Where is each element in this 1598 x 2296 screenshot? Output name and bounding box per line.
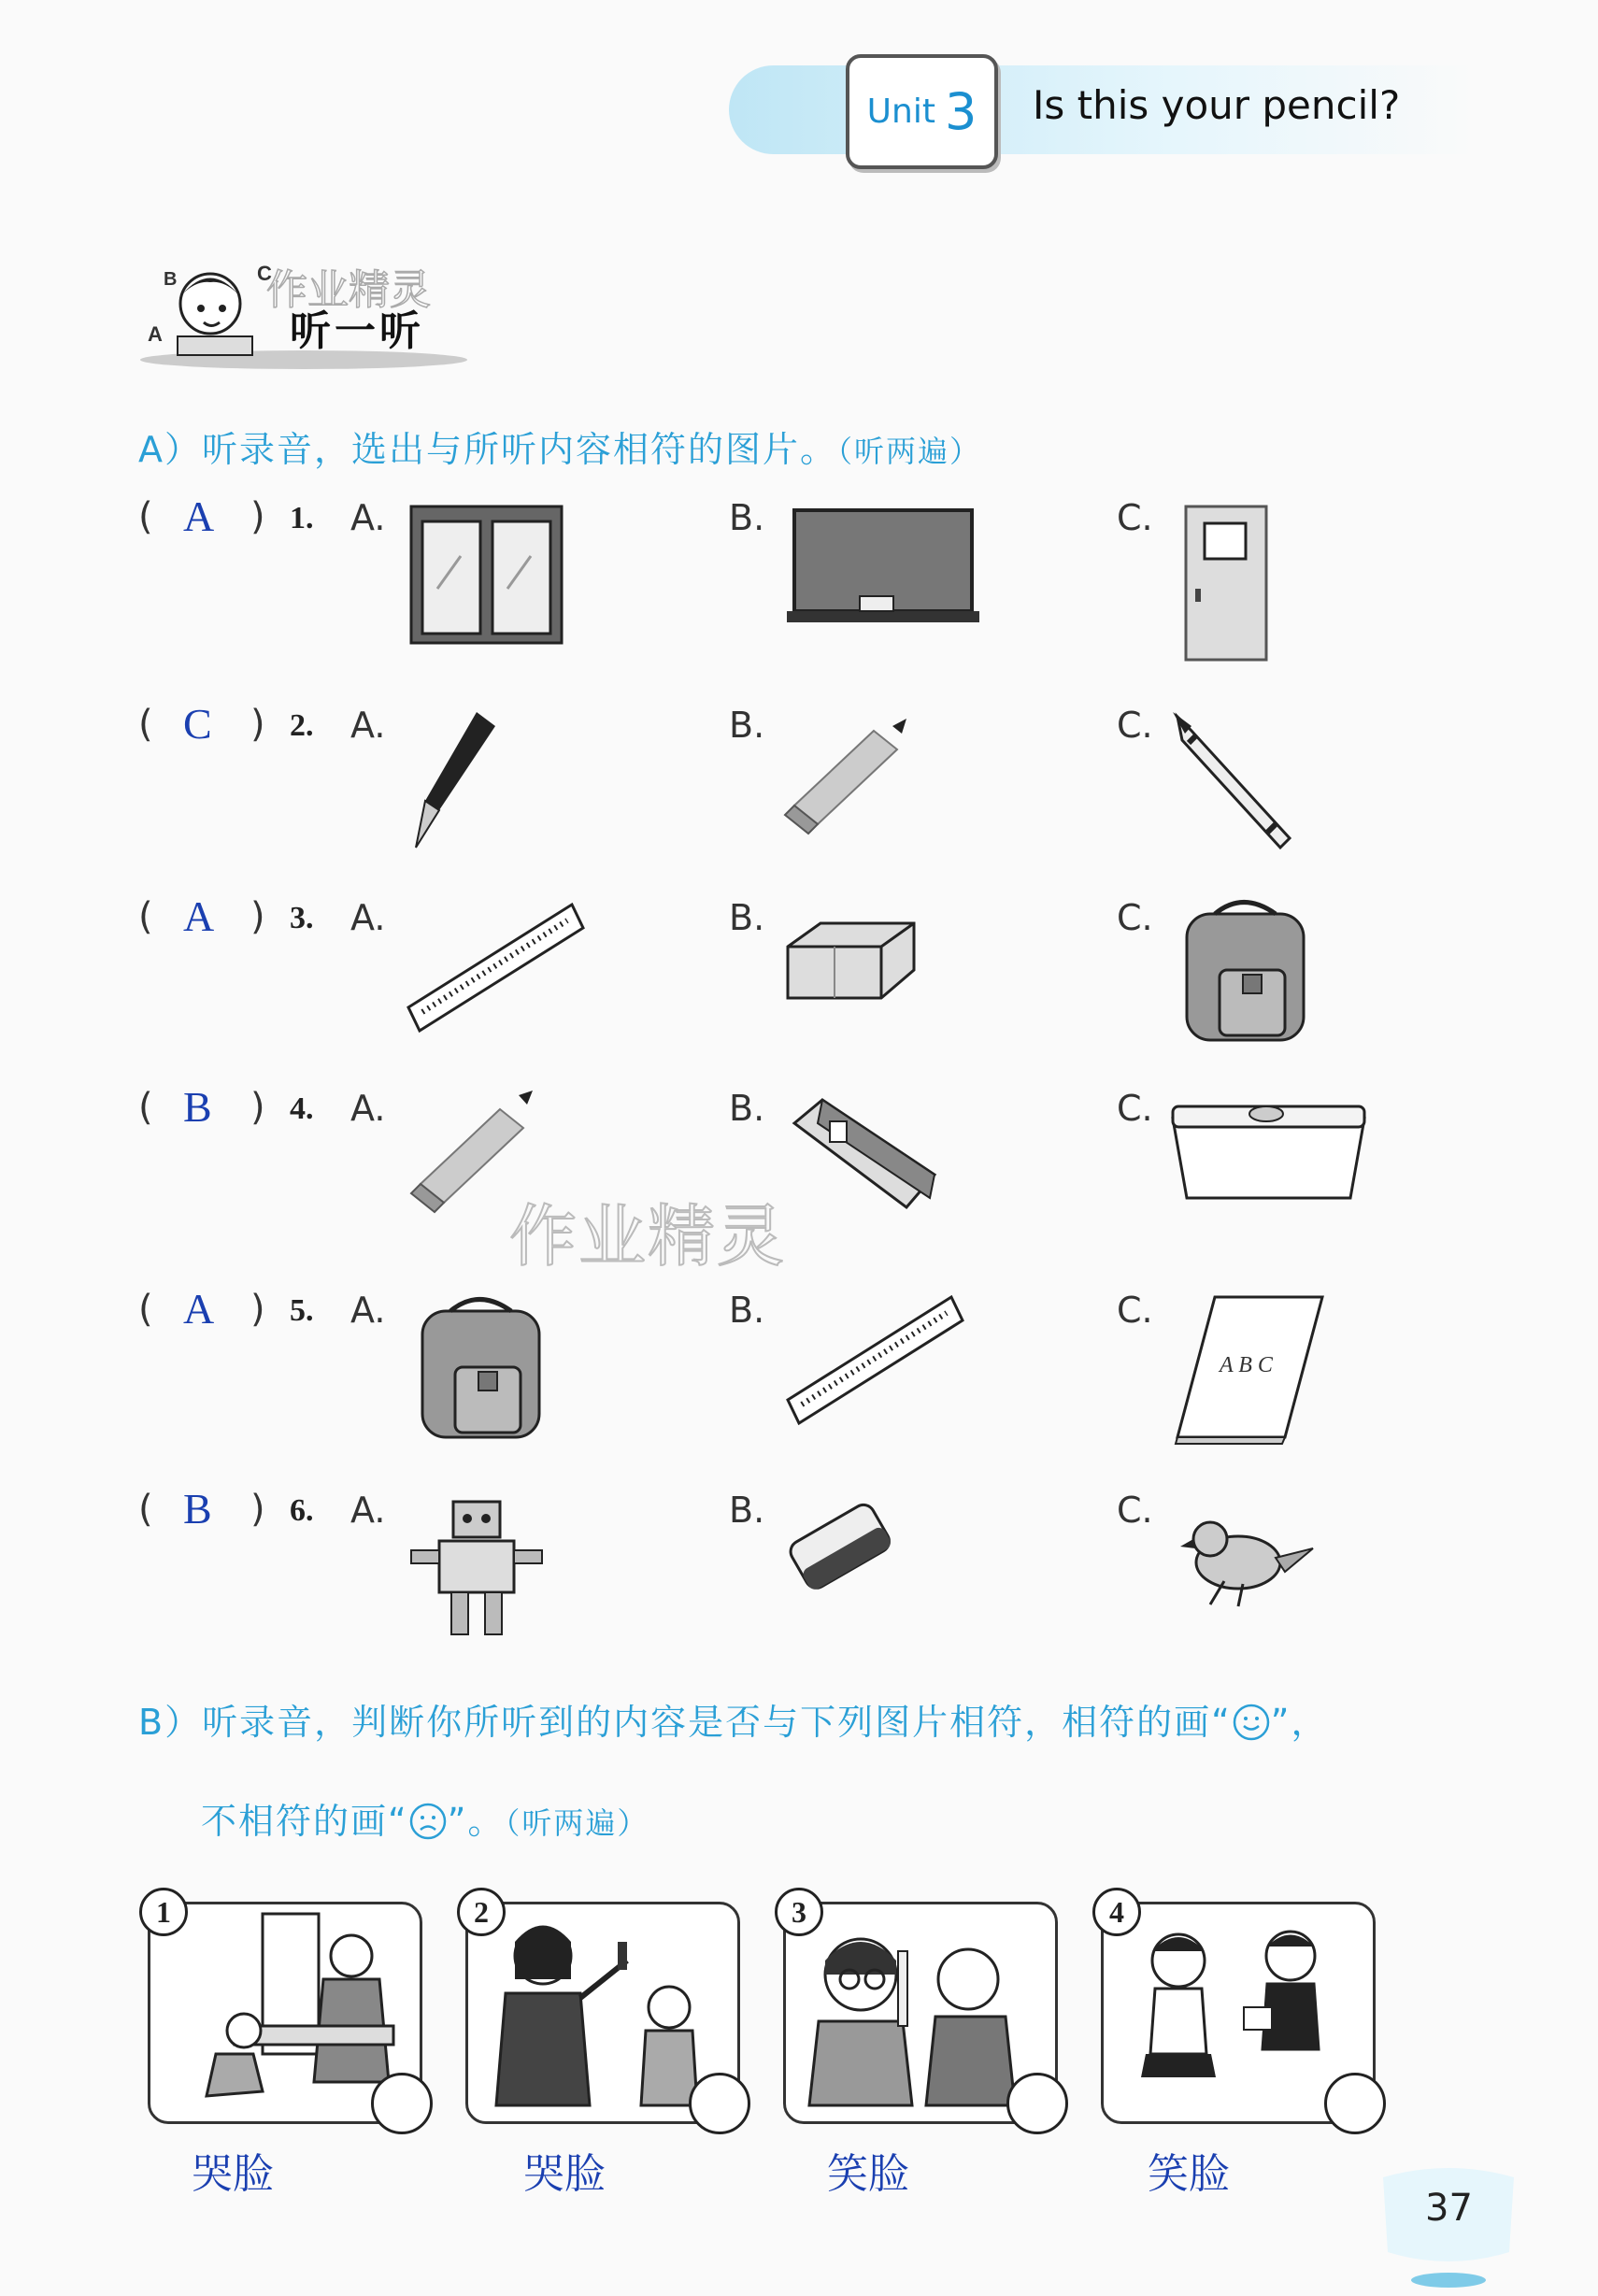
part-b-instruction-text: B）听录音，判断你所听到的内容是否与下列图片相符，相符的画“ (138, 1702, 1232, 1743)
panel-number: 3 (775, 1888, 823, 1936)
part-a-instruction-text: A）听录音，选出与所听内容相符的图片。 (138, 429, 837, 470)
picture-panel-1 (148, 1894, 422, 2124)
answer-3[interactable]: A (183, 892, 215, 940)
option-b-label: B. (729, 897, 765, 938)
blackboard-icon[interactable] (785, 506, 981, 628)
option-a-label: A. (350, 1490, 386, 1531)
part-b-note: （听两遍） (505, 1805, 649, 1841)
crayon-icon[interactable] (1168, 707, 1318, 857)
paren-right: ) (250, 495, 265, 538)
paren-right: ) (250, 1288, 265, 1331)
option-c-label: C. (1117, 1490, 1153, 1531)
paren-left: ( (138, 895, 153, 938)
paren-right: ) (250, 703, 265, 746)
friends-ruler-scene-image (786, 1904, 1049, 2116)
paren-left: ( (138, 495, 153, 538)
girl-boy-book-scene-image (1104, 1904, 1367, 2116)
svg-text:C: C (257, 262, 272, 285)
panel-number: 2 (457, 1888, 506, 1936)
bird-icon[interactable] (1173, 1502, 1318, 1614)
option-b-label: B. (729, 1290, 765, 1331)
eraser-icon[interactable] (783, 919, 919, 1003)
panel-answer-4: 笑脸 (1148, 2150, 1230, 2198)
answer-6[interactable]: B (183, 1485, 212, 1533)
book-icon[interactable] (1168, 1292, 1327, 1447)
ruler-icon[interactable] (783, 1292, 965, 1437)
option-c-label: C. (1117, 897, 1153, 938)
option-c-label: C. (1117, 1290, 1153, 1331)
answer-face-circle[interactable] (1324, 2073, 1386, 2134)
question-number-5: 5. (290, 1293, 314, 1328)
option-a-label: A. (350, 897, 386, 938)
question-number-6: 6. (290, 1493, 314, 1528)
question-row-4 (0, 1083, 1598, 1273)
answer-face-circle[interactable] (371, 2073, 433, 2134)
option-c-label: C. (1117, 1088, 1153, 1129)
question-number-2: 2. (290, 708, 314, 743)
pen-icon[interactable] (402, 707, 505, 852)
answer-4[interactable]: B (183, 1083, 212, 1131)
picture-panel-4 (1101, 1894, 1376, 2124)
window-icon[interactable] (409, 505, 564, 645)
option-a-label: A. (350, 705, 386, 746)
watermark: 作业精灵 (509, 1197, 787, 1276)
panel-answer-1: 哭脸 (192, 2150, 274, 2198)
paren-right: ) (250, 1086, 265, 1129)
svg-text:A B C: A B C (1220, 1353, 1273, 1377)
option-a-label: A. (350, 1290, 386, 1331)
option-b-label: B. (729, 705, 765, 746)
option-b-label: B. (729, 1490, 765, 1531)
paren-left: ( (138, 703, 153, 746)
option-a-label: A. (350, 497, 386, 538)
unit-number: 3 (944, 82, 977, 141)
option-b-label: B. (729, 1088, 765, 1129)
answer-face-circle[interactable] (1006, 2073, 1068, 2134)
schoolbag-icon[interactable] (1168, 895, 1318, 1045)
part-b-instruction-text2: 不相符的画“ (201, 1801, 408, 1842)
eraser-icon[interactable] (785, 1497, 897, 1595)
part-a-instruction (138, 421, 981, 472)
smile-face-icon (1232, 1703, 1271, 1742)
part-b-instruction-end2: ”。 (447, 1801, 506, 1842)
svg-text:B: B (164, 269, 178, 290)
panel-number: 4 (1092, 1888, 1141, 1936)
unit-word: Unit (866, 93, 935, 131)
svg-text:A: A (148, 322, 163, 346)
option-b-label: B. (729, 497, 765, 538)
part-b-instruction-line2 (201, 1792, 649, 1844)
lunch-box-icon[interactable] (1168, 1095, 1369, 1207)
page-number: 37 (1425, 2187, 1473, 2230)
pencil-box-icon[interactable] (785, 1095, 939, 1226)
question-row-3 (0, 892, 1598, 1082)
paren-right: ) (250, 895, 265, 938)
schoolbag-icon[interactable] (404, 1292, 553, 1442)
classroom-scene-image (150, 1904, 414, 2116)
answer-1[interactable]: A (183, 492, 215, 540)
section-title: 听一听 (290, 307, 424, 355)
question-row-5 (0, 1285, 1598, 1475)
paren-left: ( (138, 1488, 153, 1531)
sad-face-icon (408, 1802, 448, 1841)
question-row-6 (0, 1485, 1598, 1675)
robot-icon[interactable] (407, 1492, 547, 1642)
paren-right: ) (250, 1488, 265, 1531)
panel-answer-3: 笑脸 (827, 2150, 909, 2198)
answer-5[interactable]: A (183, 1285, 215, 1333)
part-a-note: （听两遍） (837, 434, 982, 469)
panel-number: 1 (139, 1888, 188, 1936)
option-c-label: C. (1117, 497, 1153, 538)
door-icon[interactable] (1182, 505, 1271, 663)
paren-left: ( (138, 1288, 153, 1331)
pencil-icon[interactable] (780, 707, 920, 838)
part-b-instruction-line1 (138, 1693, 1328, 1745)
ruler-icon[interactable] (404, 900, 586, 1045)
question-row-1 (0, 492, 1598, 682)
answer-2[interactable]: C (183, 700, 212, 748)
unit-badge (846, 54, 998, 169)
teacher-student-scene-image (468, 1904, 732, 2116)
unit-title: Is this your pencil? (1033, 82, 1401, 128)
option-c-label: C. (1117, 705, 1153, 746)
paren-left: ( (138, 1086, 153, 1129)
option-a-label: A. (350, 1088, 386, 1129)
part-b-instruction-end: ”， (1270, 1702, 1329, 1743)
picture-panel-3 (783, 1894, 1058, 2124)
question-number-3: 3. (290, 901, 314, 935)
question-number-4: 4. (290, 1091, 314, 1126)
answer-face-circle[interactable] (689, 2073, 750, 2134)
question-number-1: 1. (290, 501, 314, 535)
panel-answer-2: 哭脸 (523, 2150, 606, 2198)
picture-panel-2 (465, 1894, 740, 2124)
question-row-2 (0, 700, 1598, 890)
svg-text:作业精灵: 作业精灵 (266, 266, 431, 314)
